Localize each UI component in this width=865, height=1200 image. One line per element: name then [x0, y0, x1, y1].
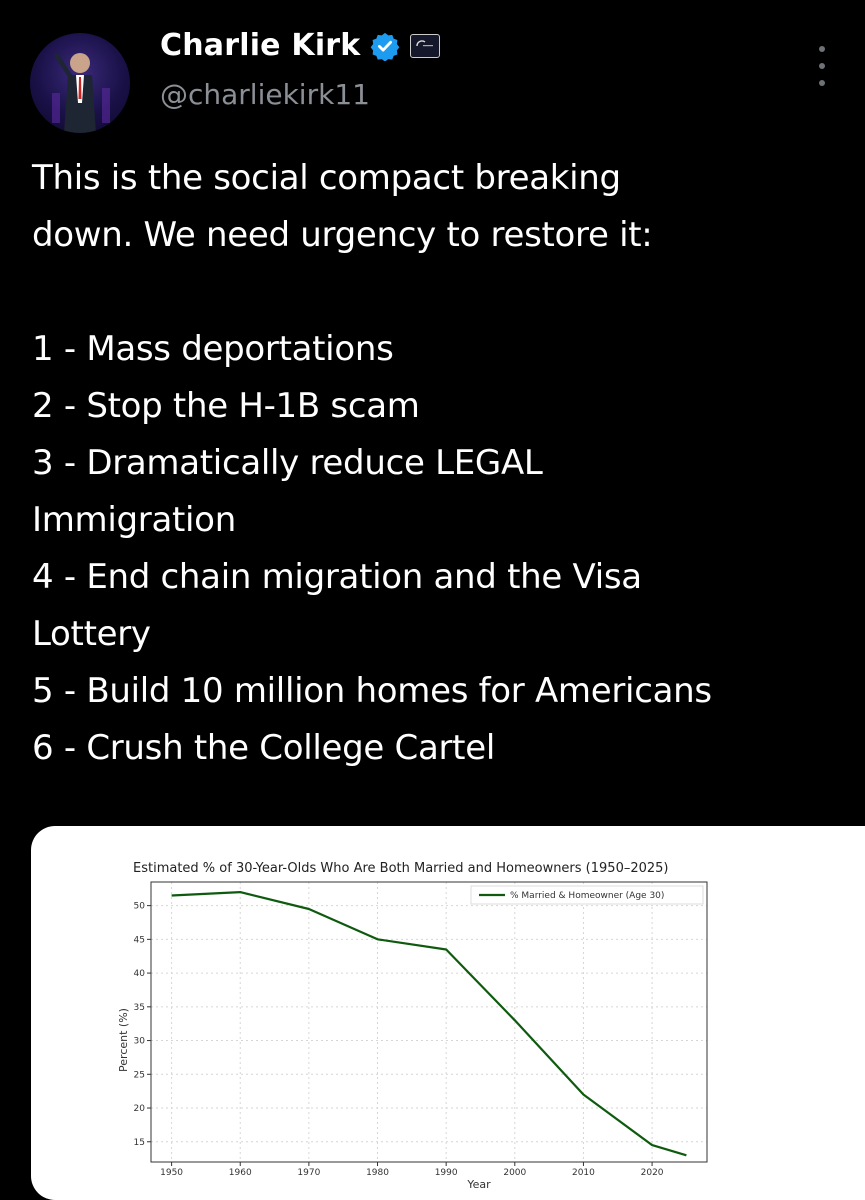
avatar[interactable]: [30, 33, 130, 133]
tweet-line: Immigration: [32, 500, 236, 540]
tweet-line: 4 - End chain migration and the Visa: [32, 557, 642, 597]
y-tick-label: 30: [133, 1036, 145, 1047]
y-tick-label: 50: [133, 901, 145, 912]
y-tick-label: 35: [133, 1002, 145, 1013]
author-handle[interactable]: @charliekirk11: [160, 78, 370, 111]
y-tick-label: 45: [133, 935, 145, 946]
x-tick-label: 2020: [640, 1168, 664, 1178]
tweet-line: Lottery: [32, 614, 151, 654]
y-tick-label: 20: [133, 1104, 145, 1115]
more-options-icon[interactable]: [812, 46, 832, 86]
verified-badge-icon[interactable]: [370, 31, 400, 61]
x-tick-label: 2010: [571, 1168, 595, 1178]
chart-title: Estimated % of 30-Year-Olds Who Are Both Married and Homeowners (1950–2025): [133, 861, 669, 876]
plot-frame: [151, 882, 707, 1162]
tweet-line: 5 - Build 10 million homes for Americans: [32, 671, 712, 711]
x-tick-label: 1950: [160, 1168, 184, 1178]
author-row: [160, 28, 440, 63]
y-axis-label: Percent (%): [117, 1008, 130, 1072]
tweet-line: 6 - Crush the College Cartel: [32, 728, 495, 768]
affiliation-badge-icon[interactable]: [410, 34, 440, 58]
x-tick-label: 1960: [228, 1168, 252, 1178]
tweet-line: 1 - Mass deportations: [32, 329, 394, 369]
y-tick-label: 25: [133, 1070, 145, 1081]
tweet-line: This is the social compact breaking: [32, 158, 621, 198]
x-tick-label: 1990: [434, 1168, 458, 1178]
chart-image[interactable]: [31, 826, 865, 1200]
tweet-text: [32, 150, 862, 777]
author-name[interactable]: Charlie Kirk: [160, 28, 361, 63]
line-chart: [31, 826, 865, 1200]
tweet-line: 3 - Dramatically reduce LEGAL: [32, 443, 543, 483]
series-line: [172, 892, 687, 1155]
x-tick-label: 1970: [297, 1168, 321, 1178]
y-tick-label: 40: [133, 969, 145, 980]
tweet-line: down. We need urgency to restore it:: [32, 215, 653, 255]
tweet-blank-line: [32, 264, 862, 321]
x-axis-label: Year: [467, 1178, 491, 1191]
avatar-photo: [30, 33, 130, 133]
legend-label: % Married & Homeowner (Age 30): [510, 891, 665, 901]
x-tick-label: 1980: [366, 1168, 389, 1178]
tweet-line: 2 - Stop the H-1B scam: [32, 386, 420, 426]
x-tick-label: 2000: [503, 1168, 527, 1178]
y-tick-label: 15: [133, 1137, 145, 1148]
